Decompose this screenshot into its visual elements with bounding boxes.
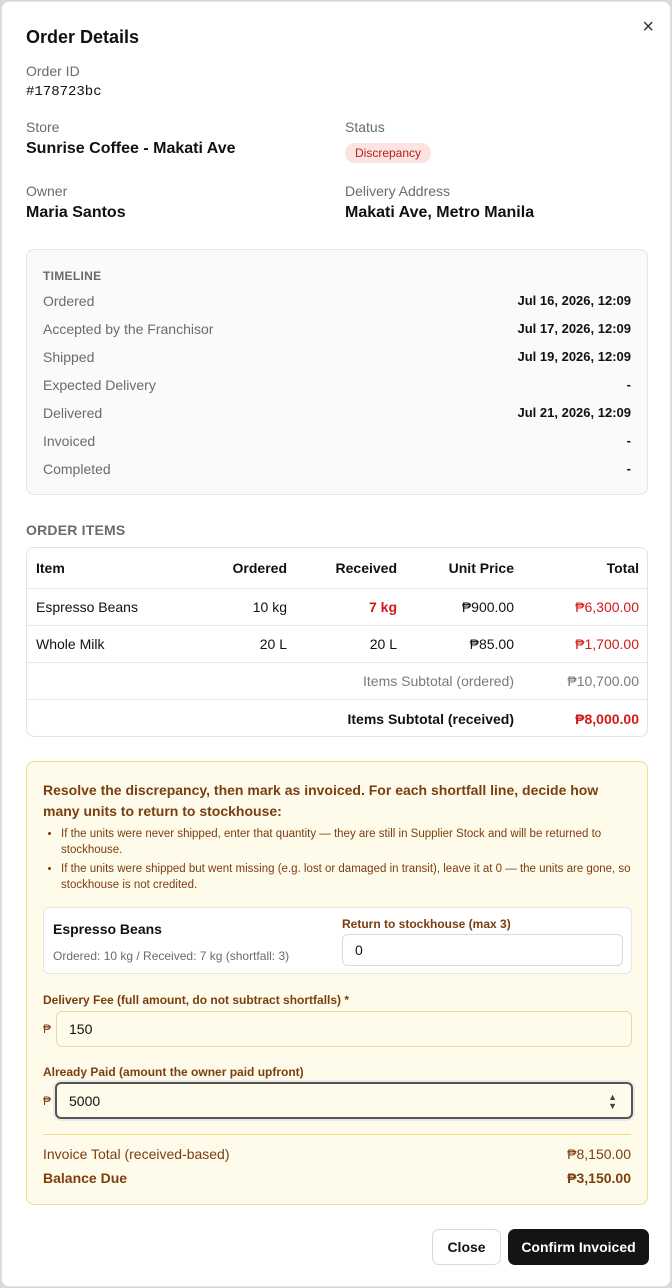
already-paid-input[interactable] (55, 1082, 633, 1119)
address-value: Makati Ave, Metro Manila (345, 204, 535, 221)
store-field (26, 119, 236, 158)
status-field (345, 119, 431, 163)
discrepancy-panel (26, 761, 648, 1205)
timeline-value: Jul 21, 2026, 12:09 (517, 405, 631, 420)
col-header-ordered: Ordered (232, 560, 287, 576)
balance-due-label: Balance Due (43, 1170, 128, 1186)
order-details-modal (1, 1, 671, 1287)
cell-unit-price: ₱85.00 (469, 636, 514, 652)
table-row (27, 626, 647, 663)
invoice-total-label: Invoice Total (received-based) (43, 1146, 230, 1162)
status-badge: Discrepancy (345, 143, 431, 163)
timeline-row (43, 405, 631, 425)
summary-divider (43, 1134, 631, 1135)
order-items-table (26, 547, 648, 737)
cell-unit-price: ₱900.00 (461, 599, 514, 615)
cell-ordered: 20 L (259, 636, 287, 652)
timeline-value: Jul 19, 2026, 12:09 (517, 349, 631, 364)
discrepancy-title: Resolve the discrepancy, then mark as invoiced. For each shortfall line, decide how many units to return to stockhouse: (43, 782, 599, 819)
timeline-value: - (626, 461, 631, 476)
invoice-total-value: ₱8,150.00 (567, 1146, 631, 1162)
order-id-label: Order ID (26, 63, 80, 79)
subtotal-ordered-value: ₱10,700.00 (567, 673, 639, 689)
timeline-row (43, 349, 631, 369)
already-paid-value: 5000 (69, 1092, 101, 1109)
balance-due-value: ₱3,150.00 (567, 1170, 631, 1186)
timeline-row (43, 377, 631, 397)
store-value: Sunrise Coffee - Makati Ave (26, 140, 236, 157)
shortfall-item-name: Espresso Beans (53, 921, 162, 937)
timeline-label: Completed (43, 461, 111, 477)
cell-total: ₱1,700.00 (575, 636, 639, 652)
timeline-card (26, 249, 648, 495)
cell-received: 20 L (369, 636, 397, 652)
number-stepper-icon[interactable]: ▲ ▼ (608, 1092, 617, 1111)
timeline-label: Expected Delivery (43, 377, 156, 393)
owner-value: Maria Santos (26, 204, 126, 221)
order-id-field (26, 63, 102, 100)
shortfall-line-card (43, 907, 632, 974)
timeline-row (43, 293, 631, 313)
timeline-label: Shipped (43, 349, 95, 365)
delivery-fee-input[interactable]: 150 (56, 1011, 632, 1047)
col-header-total: Total (606, 560, 639, 576)
subtotal-received-value: ₱8,000.00 (575, 710, 639, 727)
subtotal-ordered-row (27, 663, 647, 700)
delivery-fee-label: Delivery Fee (full amount, do not subtract shortfalls) * (43, 993, 350, 1007)
cell-item: Espresso Beans (36, 599, 138, 615)
peso-sign: ₱ (43, 1022, 52, 1036)
subtotal-received-row (27, 700, 647, 737)
timeline-row (43, 433, 631, 453)
subtotal-ordered-label: Items Subtotal (ordered) (363, 673, 514, 689)
timeline-value: - (626, 377, 631, 392)
confirm-invoiced-button[interactable]: Confirm Invoiced (508, 1229, 649, 1265)
peso-sign: ₱ (43, 1094, 52, 1108)
order-id-value: #178723bc (26, 84, 102, 100)
modal-title: Order Details (26, 27, 140, 47)
address-label: Delivery Address (345, 183, 451, 199)
table-header-row (27, 548, 647, 589)
cell-ordered: 10 kg (252, 599, 287, 615)
return-to-stockhouse-label: Return to stockhouse (max 3) (342, 917, 511, 931)
timeline-label: Ordered (43, 293, 95, 309)
timeline-row (43, 321, 631, 341)
close-icon[interactable]: × (642, 16, 654, 38)
return-to-stockhouse-input[interactable]: 0 (342, 934, 623, 966)
timeline-value: - (626, 433, 631, 448)
shortfall-item-meta: Ordered: 10 kg / Received: 7 kg (shortfall: 3) (53, 949, 290, 963)
subtotal-received-label: Items Subtotal (received) (347, 710, 514, 727)
timeline-label: Accepted by the Franchisor (43, 321, 214, 337)
store-label: Store (26, 119, 60, 135)
close-button[interactable]: Close (432, 1229, 501, 1265)
cell-item: Whole Milk (36, 636, 105, 652)
col-header-item: Item (36, 560, 65, 576)
cell-total: ₱6,300.00 (575, 599, 639, 615)
timeline-value: Jul 17, 2026, 12:09 (517, 321, 631, 336)
timeline-label: Delivered (43, 405, 103, 421)
timeline-heading: TIMELINE (43, 269, 102, 283)
order-items-heading: ORDER ITEMS (26, 522, 126, 538)
discrepancy-instructions (61, 826, 631, 896)
already-paid-label: Already Paid (amount the owner paid upfront) (43, 1065, 304, 1079)
address-field (345, 183, 534, 222)
timeline-label: Invoiced (43, 433, 96, 449)
owner-field (26, 183, 126, 222)
owner-label: Owner (26, 183, 68, 199)
instruction-bullet: • If the units were shipped but went missing (e.g. lost or damaged in transit), leave it at 0 — the units are gone, so stockhouse is not credited. (61, 861, 631, 893)
timeline-row (43, 461, 631, 481)
cell-received: 7 kg (368, 599, 397, 615)
status-label: Status (345, 119, 385, 135)
timeline-value: Jul 16, 2026, 12:09 (517, 293, 631, 308)
col-header-received: Received (335, 560, 397, 576)
col-header-unit-price: Unit Price (448, 560, 514, 576)
table-row (27, 589, 647, 626)
instruction-bullet: • If the units were never shipped, enter that quantity — they are still in Supplier Stock and will be returned to stockhouse. (61, 826, 631, 858)
